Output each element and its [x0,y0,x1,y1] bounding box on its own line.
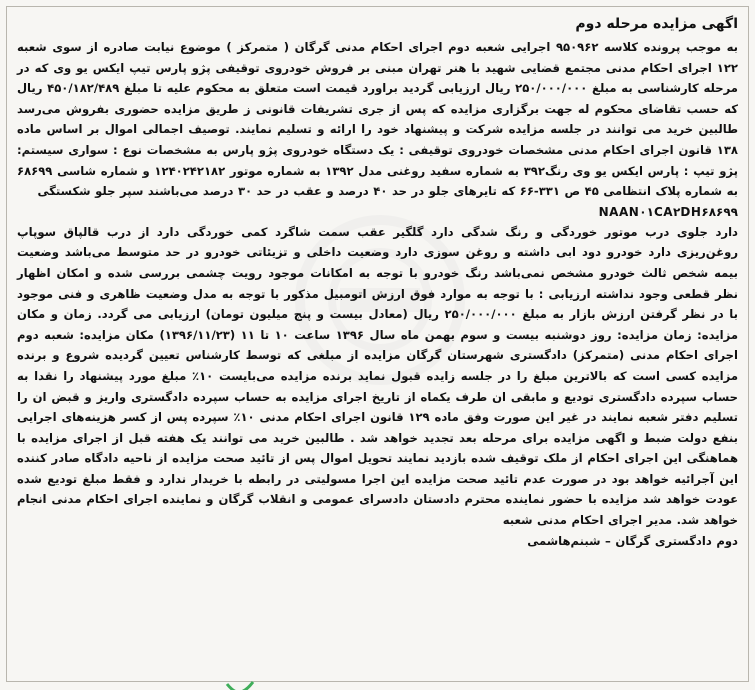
notice-body-part-2: دارد جلوی درب موتور خوردگی و رنگ شدگی دارد گلگیر عقب سمت شاگرد کمی خوردگی دارد از درب قالپاق سوپاپ روغن‌ریزی دارد خودرو دود ابی داشته و روغن سوزی دارد وضعیت داخلی و تزیئاتی خودرو در حد متوسط می‌باشد وضعیت بیمه شخص ثالث خودرو مشخص نمی‌باشد رنگ خودرو با توجه به امکانات موجود رویت چشمی بررسی شده و امکان اظهار نظر قطعی وجود نداشته ارزیابی : با توجه به موارد فوق ارزش اتومبیل مذکور با توجه به مدل وضعیت ظاهری و فنی موجود با در نظر گرفتن ارزش بازار به مبلغ ۲۵۰/۰۰۰/۰۰۰ ریال (معادل بیست و پنج میلیون تومان) ارزیابی می گردد. زمان و مکان مزایده: زمان مزایده: روز دوشنبه بیست و سوم بهمن ماه سال ۱۳۹۶ ساعت ۱۰ تا ۱۱ (۱۳۹۶/۱۱/۲۳) مکان مزایده: شعبه دوم اجرای احکام مدنی (متمرکز) دادگستری شهرستان گرگان مزایده از مبلغی که توسط کارشناس تعیین گردیده شروع و برنده مزایده کسی است که بالاترین مبلغ را در جلسه زایده قبول نماید برنده مزایده می‌بایست ۱۰٪ مبلغ مورد پیشنهاد را نقدا به حساب سپرده دادگستری تودیع و مابقی ان طرف یکماه از تاریخ اجرای مزایده به حساب سپرده دادگستری واریز و قبض ان را تسلیم دفتر شعبه نمایند در غیر این صورت وفق ماده ۱۲۹ قانون اجرای احکام مدنی ۱۰٪ سپرده پس از کسر هزینه‌های اجرایی بنفع دولت ضبط و اگهی مزایده برای مرحله بعد تجدید خواهد شد . طالبین خرید می توانند یک هفته قبل از اجرای مزایده با هماهنگی این اجرای احکام از ملک توقیف شده بازدید نمایند تحویل اموال پس از تائید صحت مزایده از ناحیه دادگاه صادر کننده این آجرائیه خواهد بود در صورت عدم تائید صحت مزایده این اجرا مسولیتی در رابطه با خریدار ندارد و فقط مبلغ تودیع شده عودت خواهد شد مزایده با حضور نماینده محترم دادستان دادسرای عمومی و انقلاب گرگان و نماینده اجرای احکام مدنی انجام خواهد شد. مدیر اجرای احکام مدنی شعبه [17,224,739,528]
notice-body [17,37,738,552]
vehicle-plate-code: NAAN۰۱CA۲DH۶۸۶۹۹ [598,204,738,219]
auction-notice [6,6,749,682]
notice-signature: دوم دادگستری گرگان – شبنم‌هاشمی [527,533,738,548]
notice-body-part-1: به موجب پرونده کلاسه ۹۵۰۹۶۲ اجرایی شعبه دوم اجرای احکام مدنی گرگان ( متمرکز ) موضوع نیابت صادره از سوی شعبه ۱۲۲ اجرای احکام مدنی مجتمع قضایی شهید با هنر تهران مبنی بر فروش خودروی توقیفی پژو پارس تیپ ایکس یو وی که در مرحله کارشناسی به مبلغ ۲۵۰/۰۰۰/۰۰۰ ریال ارزیابی گردید براورد قیمت است متعلق به محکوم علیه تا مبلغ ۴۵۰/۱۸۲/۴۸۹ ریال که حسب تقاضای محکوم له جهت برگزاری مزایده که پس از جری تشریفات قانونی ز طریق مزایده حضوری بفروش می‌رسد طالبین خرید می توانند در جلسه مزایده شرکت و پیشنهاد خود را ارائه و تسلیم نمایند. توصیف اجمالی اموال بر اساس ماده ۱۳۸ قانون اجرای احکام مدنی مشخصات خودروی توقیفی : یک دستگاه خودروی پژو پارس به مشخصات نوع : سواری سیستم: پژو تیپ : پارس ایکس یو وی رنگ۳۹۲ به شماره سفید روغنی مدل ۱۳۹۲ به شماره موتور ۱۲۴۰۲۴۲۱۸۲ و شماره شاسی ۶۸۶۹۹ به شماره پلاک انتظامی ۴۵ ص ۳۳۱-۶۶ که تایرهای جلو در حد ۴۰ درصد و عقب در حد ۳۰ درصد می‌باشند سپر جلو شکستگی [17,40,739,199]
notice-title: اگهی مزایده مرحله دوم [575,16,738,32]
